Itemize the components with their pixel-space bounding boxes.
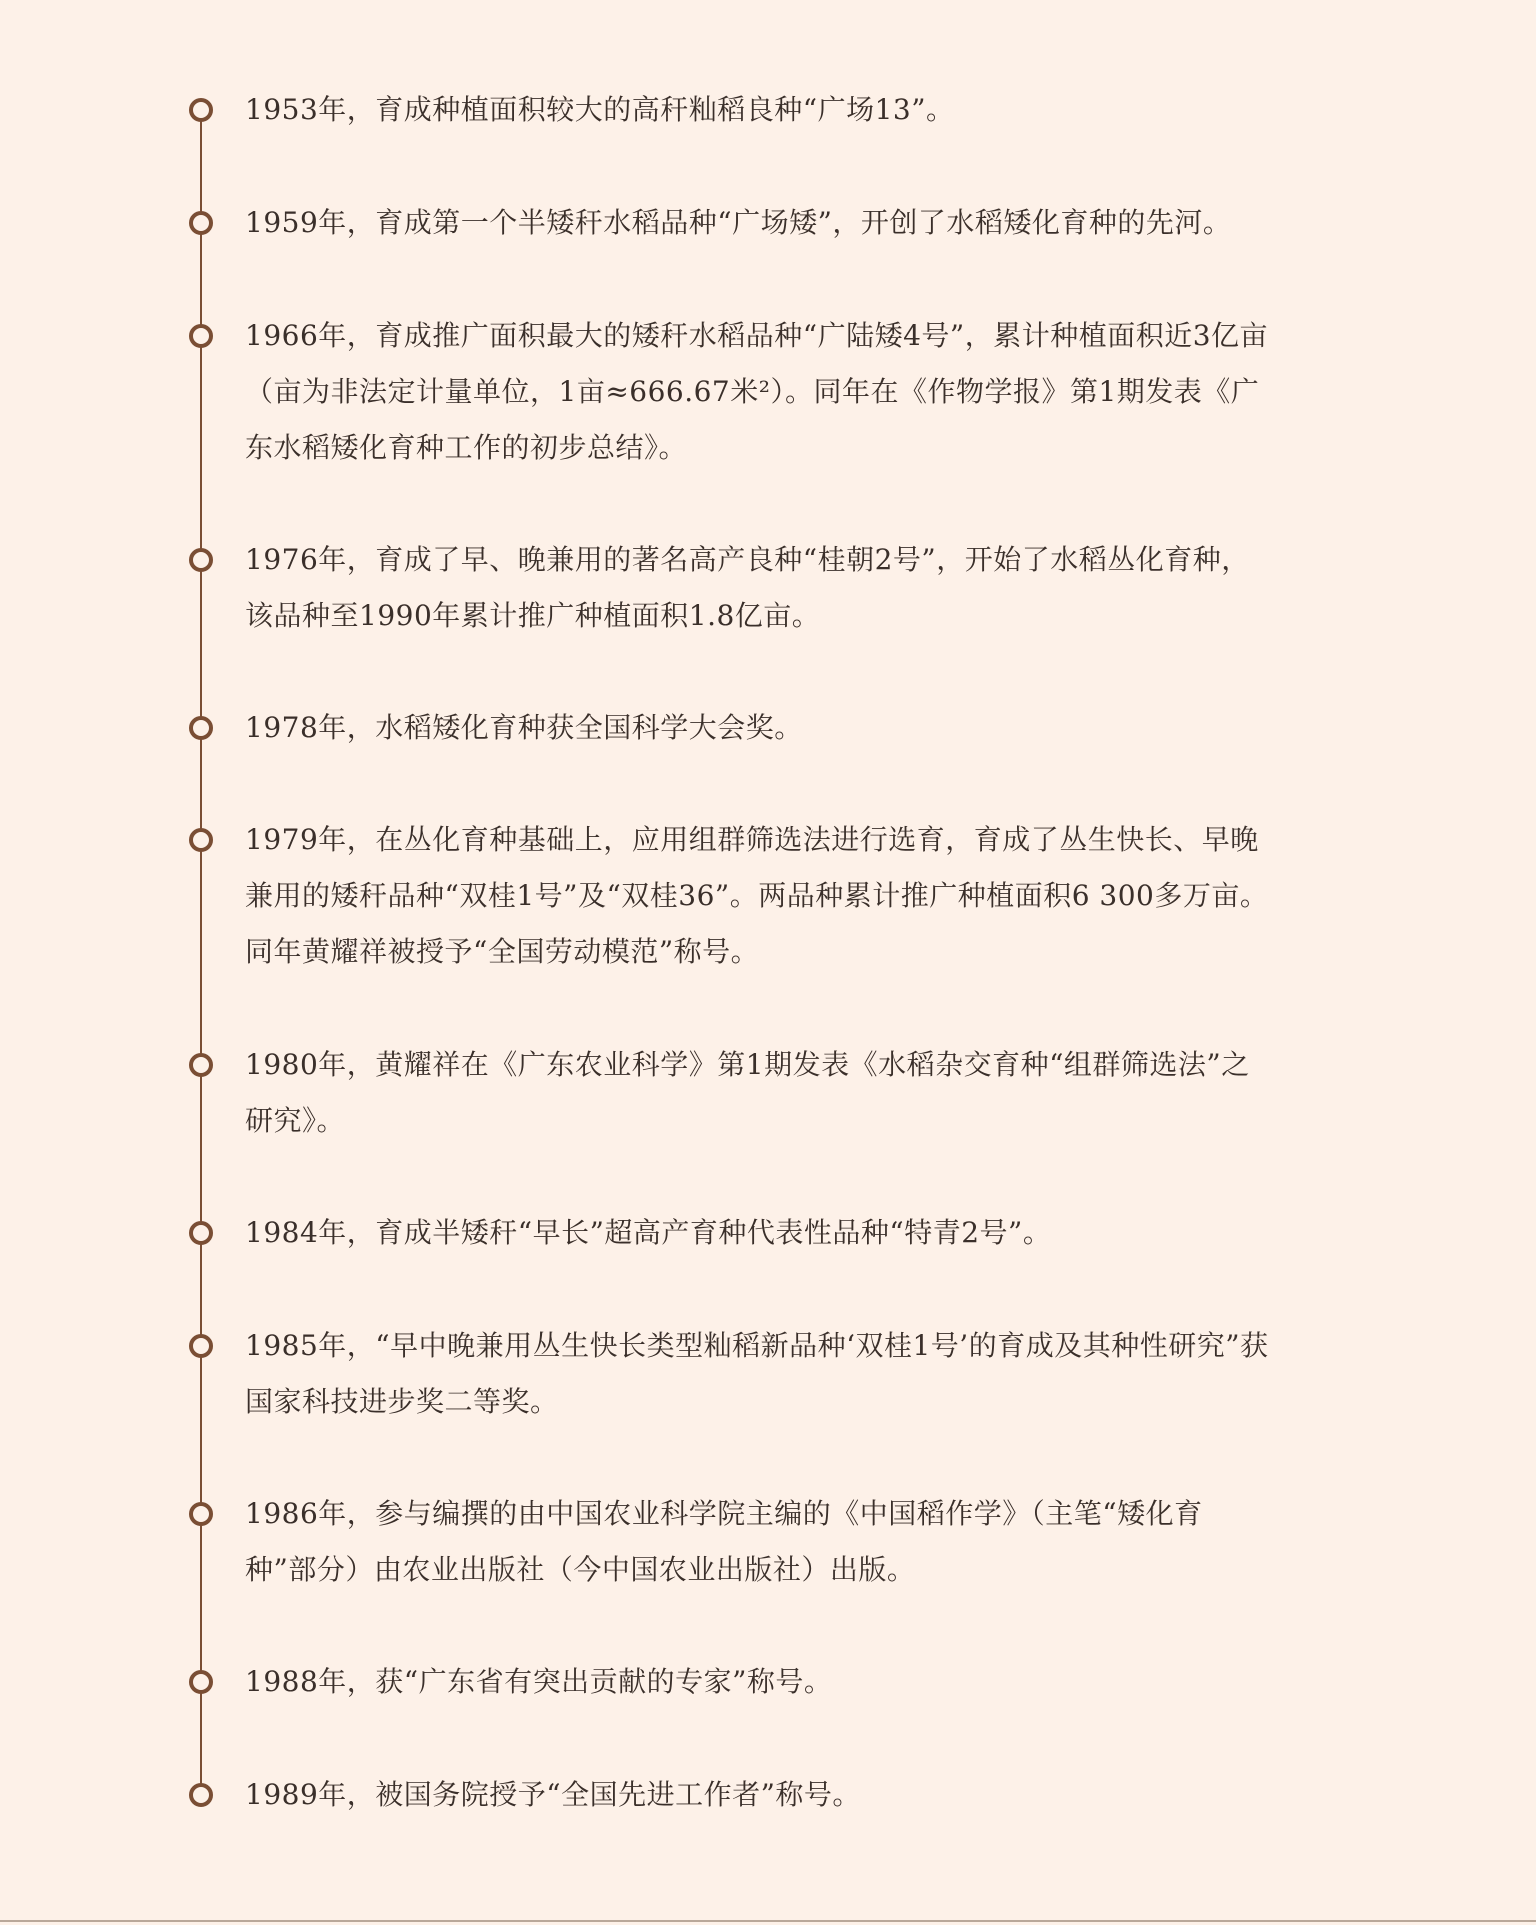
timeline-dot-icon [189,98,213,122]
timeline-dot-icon [189,1670,213,1694]
timeline-dot-icon [189,1783,213,1807]
timeline-entry: 1985年，“早中晚兼用丛生快长类型籼稻新品种‘双桂1号’的育成及其种性研究”获国家科技进步奖二等奖。 [245,1329,1269,1418]
timeline-entry: 1986年，参与编撰的由中国农业科学院主编的《中国稻作学》（主笔“矮化育种”部分）由农业出版社（今中国农业出版社）出版。 [245,1497,1203,1586]
bottom-divider [0,1920,1536,1922]
timeline-entry: 1959年，育成第一个半矮秆水稻品种“广场矮”，开创了水稻矮化育种的先河。 [245,206,1232,239]
timeline-dot-icon [189,1221,213,1245]
timeline-dot-icon [189,716,213,740]
timeline-dot-icon [189,548,213,572]
timeline-dot-icon [189,828,213,852]
timeline-entry: 1989年，被国务院授予“全国先进工作者”称号。 [245,1778,861,1811]
timeline-entry: 1988年，获“广东省有突出贡献的专家”称号。 [245,1665,833,1698]
timeline-entry: 1978年，水稻矮化育种获全国科学大会奖。 [245,711,803,744]
timeline-entry: 1984年，育成半矮秆“早长”超高产育种代表性品种“特青2号”。 [245,1216,1052,1249]
timeline-dot-icon [189,211,213,235]
timeline-dot-icon [189,1053,213,1077]
timeline-entry: 1976年，育成了早、晚兼用的著名高产良种“桂朝2号”，开始了水稻丛化育种，该品种至1990年累计推广种植面积1.8亿亩。 [245,543,1250,632]
timeline-entry: 1979年，在丛化育种基础上，应用组群筛选法进行选育，育成了丛生快长、早晚兼用的矮秆品种“双桂1号”及“双桂36”。两品种累计推广种植面积6 300多万亩。同年黄耀祥被授予“全国劳动模范”称号。 [245,823,1269,968]
timeline-line [200,106,202,1799]
timeline-dot-icon [189,1502,213,1526]
timeline-dot-icon [189,1334,213,1358]
timeline-dot-icon [189,324,213,348]
timeline-entry: 1966年，育成推广面积最大的矮秆水稻品种“广陆矮4号”，累计种植面积近3亿亩（亩为非法定计量单位，1亩≈666.67米²）。同年在《作物学报》第1期发表《广东水稻矮化育种工作的初步总结》。 [245,319,1269,464]
timeline-entry: 1953年，育成种植面积较大的高秆籼稻良种“广场13”。 [245,93,955,126]
timeline-entry: 1980年，黄耀祥在《广东农业科学》第1期发表《水稻杂交育种“组群筛选法”之研究》。 [245,1048,1250,1137]
